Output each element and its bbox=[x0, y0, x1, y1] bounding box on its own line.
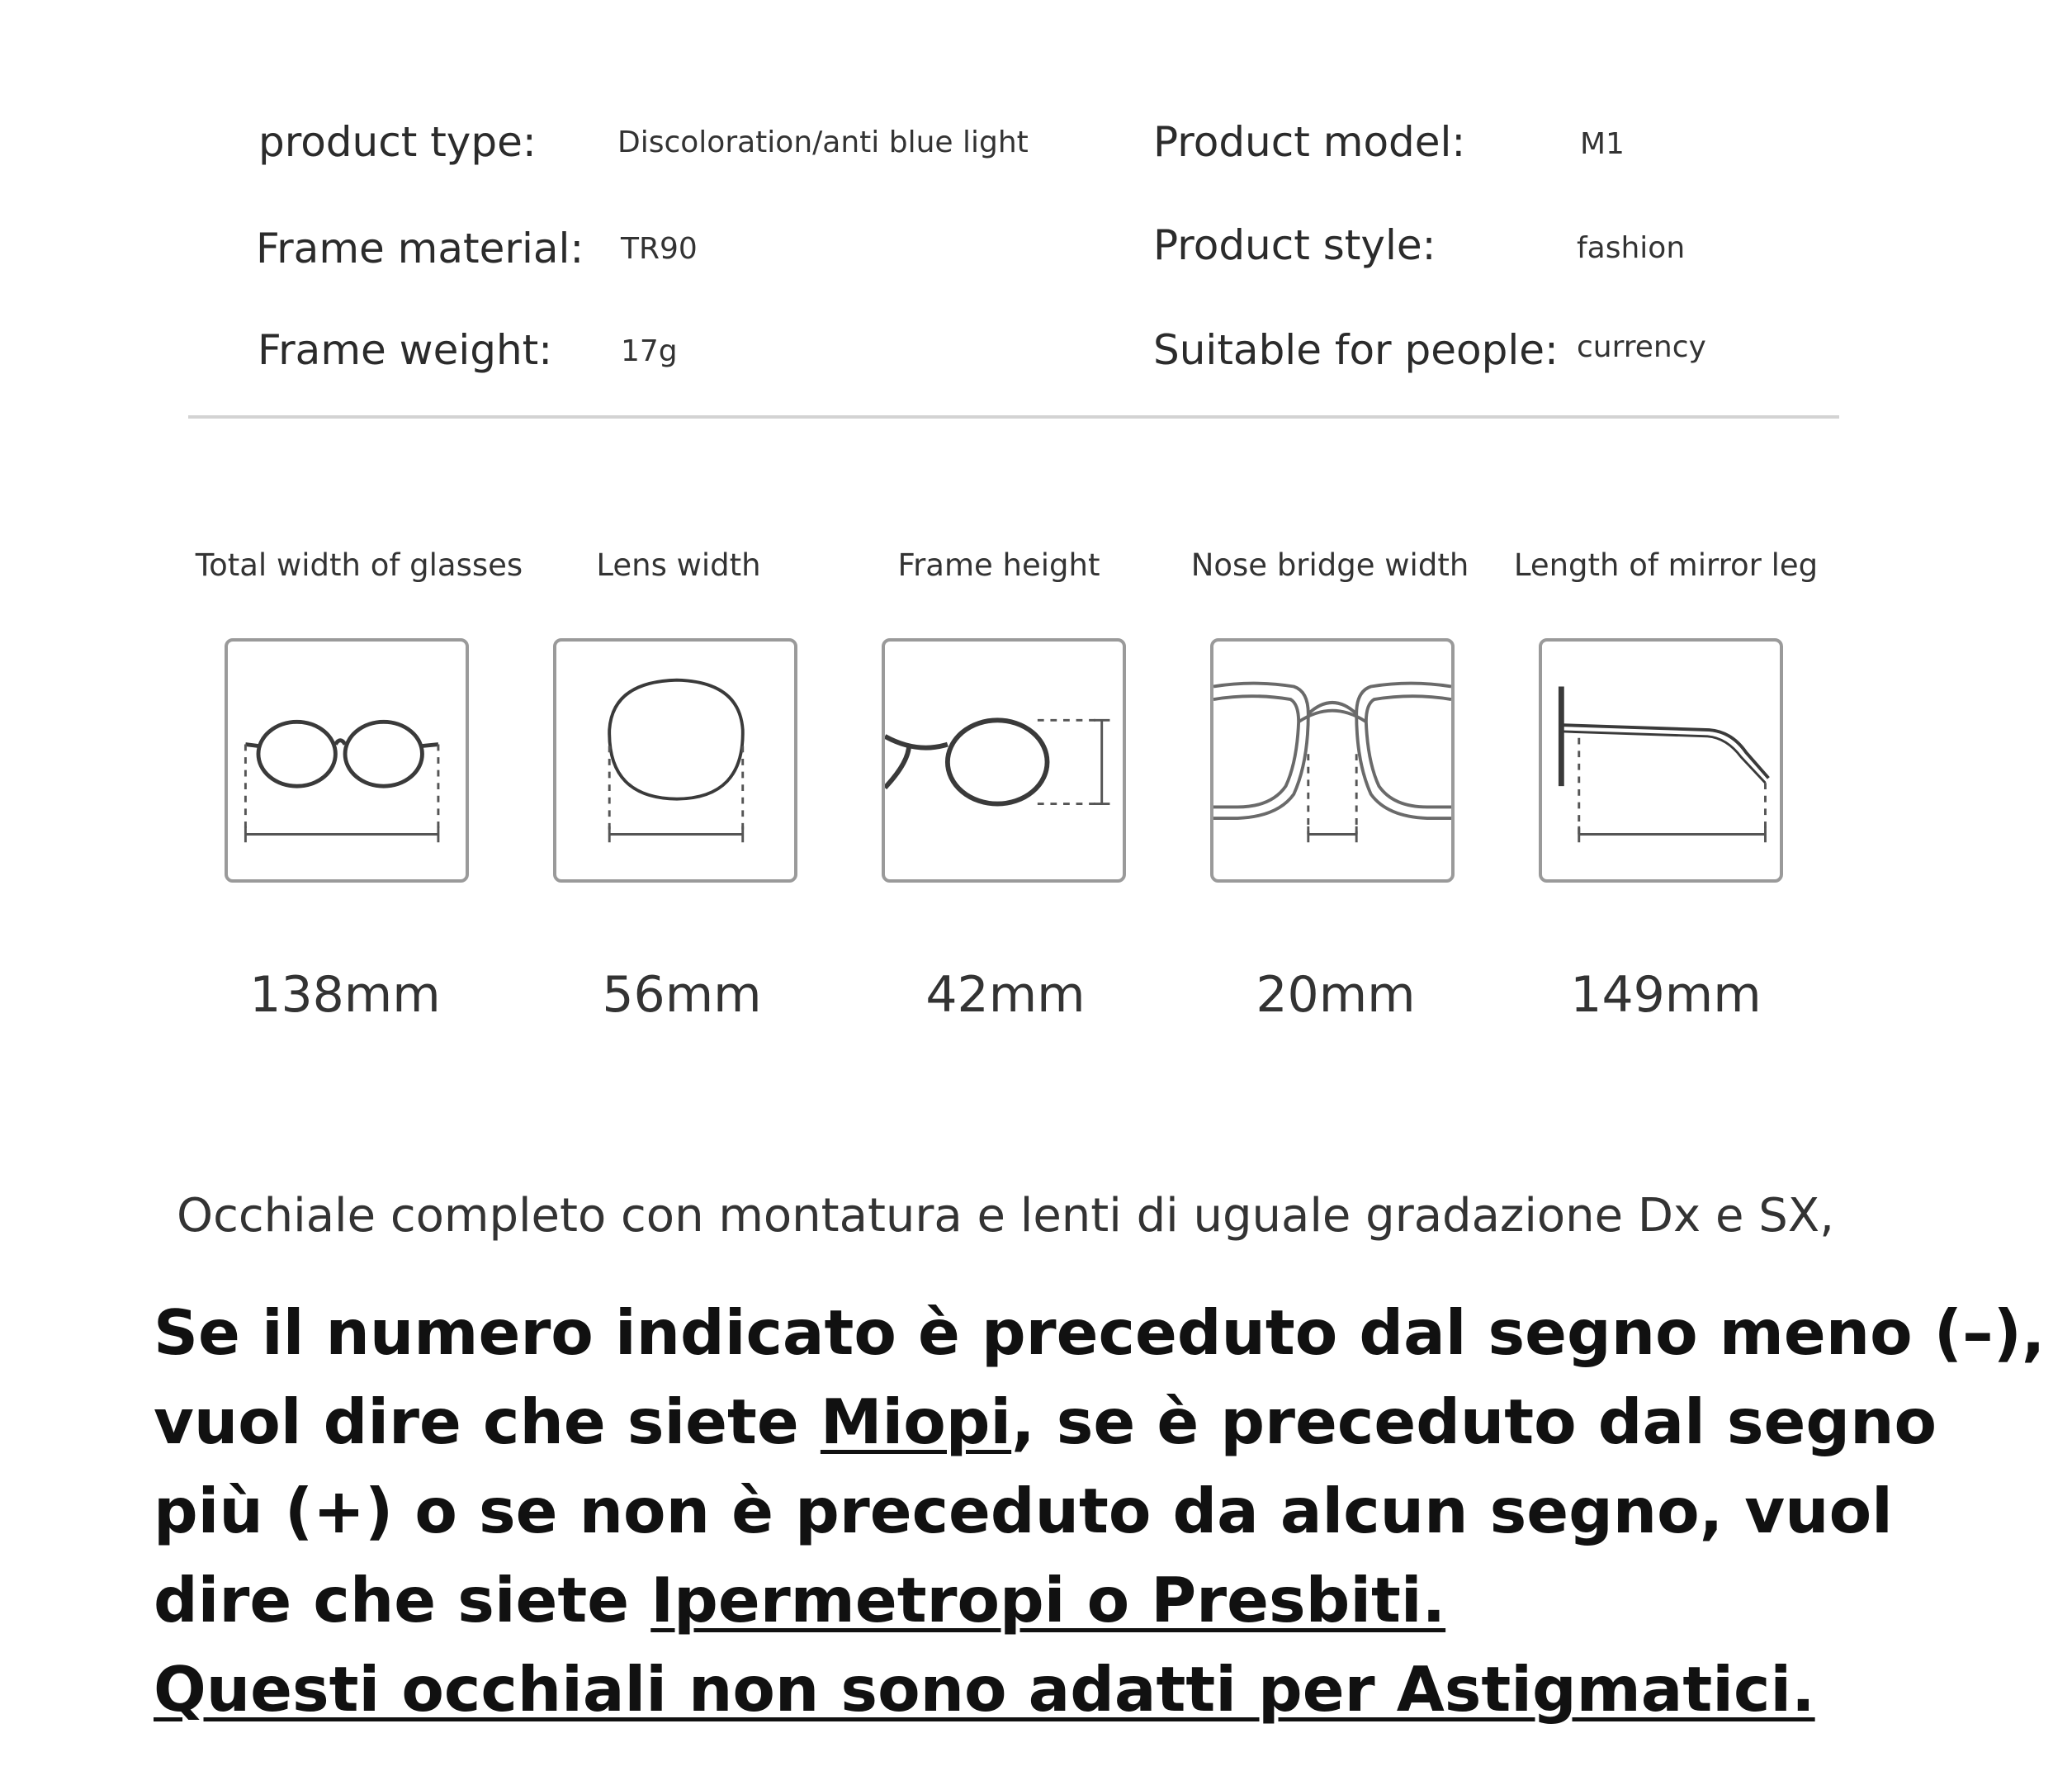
temple-length-icon bbox=[1542, 642, 1780, 879]
notice-text-2: , se è preceduto dal segno più (+) o se non è preceduto da alcun segno, vuol dire che siete bbox=[154, 1385, 1937, 1636]
measurement-card bbox=[882, 638, 1126, 883]
measurement-label: Nose bridge width bbox=[1190, 547, 1469, 583]
ipermetropi-term: Ipermetropi o Presbiti. bbox=[650, 1564, 1446, 1636]
measurement-label: Length of mirror leg bbox=[1513, 547, 1819, 583]
frame-material-value: TR90 bbox=[621, 232, 698, 266]
frame-height-icon bbox=[885, 642, 1123, 879]
measurement-value: 149mm bbox=[1570, 966, 1762, 1024]
measurement-card bbox=[553, 638, 797, 883]
lens-width-icon bbox=[556, 642, 794, 879]
frame-weight-label: Frame weight: bbox=[258, 326, 553, 374]
glasses-total-width-icon bbox=[228, 642, 466, 879]
measurement-value: 42mm bbox=[925, 966, 1086, 1024]
product-model-label: Product model: bbox=[1153, 118, 1466, 166]
suitable-for-value: currency bbox=[1577, 330, 1706, 364]
product-model-value: M1 bbox=[1580, 127, 1625, 161]
measurement-label: Lens width bbox=[596, 547, 761, 583]
miopi-term: Miopi bbox=[820, 1385, 1012, 1458]
frame-material-label: Frame material: bbox=[256, 225, 584, 272]
product-style-label: Product style: bbox=[1153, 221, 1436, 269]
nose-bridge-icon bbox=[1213, 642, 1451, 879]
product-type-label: product type: bbox=[258, 118, 537, 166]
measurement-label: Total width of glasses bbox=[195, 547, 523, 583]
spec-divider bbox=[188, 415, 1839, 419]
measurement-label: Frame height bbox=[897, 547, 1100, 583]
product-style-value: fashion bbox=[1577, 231, 1686, 265]
prescription-notice bbox=[154, 1288, 2052, 1734]
notice-text-1: Se il numero indicato è preceduto dal segno meno (–), vuol dire che siete bbox=[154, 1296, 2046, 1458]
intro-text: Occhiale completo con montatura e lenti di uguale gradazione Dx e SX, bbox=[177, 1189, 1834, 1243]
measurement-card bbox=[1210, 638, 1455, 883]
measurement-card bbox=[1539, 638, 1783, 883]
measurement-value: 20mm bbox=[1256, 966, 1416, 1024]
measurement-value: 56mm bbox=[602, 966, 762, 1024]
astigmatism-warning: Questi occhiali non sono adatti per Astigmatici. bbox=[154, 1653, 1815, 1726]
suitable-for-label: Suitable for people: bbox=[1153, 326, 1559, 374]
measurement-card bbox=[225, 638, 469, 883]
measurement-value: 138mm bbox=[249, 966, 441, 1024]
product-type-value: Discoloration/anti blue light bbox=[617, 125, 1029, 159]
frame-weight-value: 17g bbox=[621, 334, 678, 368]
